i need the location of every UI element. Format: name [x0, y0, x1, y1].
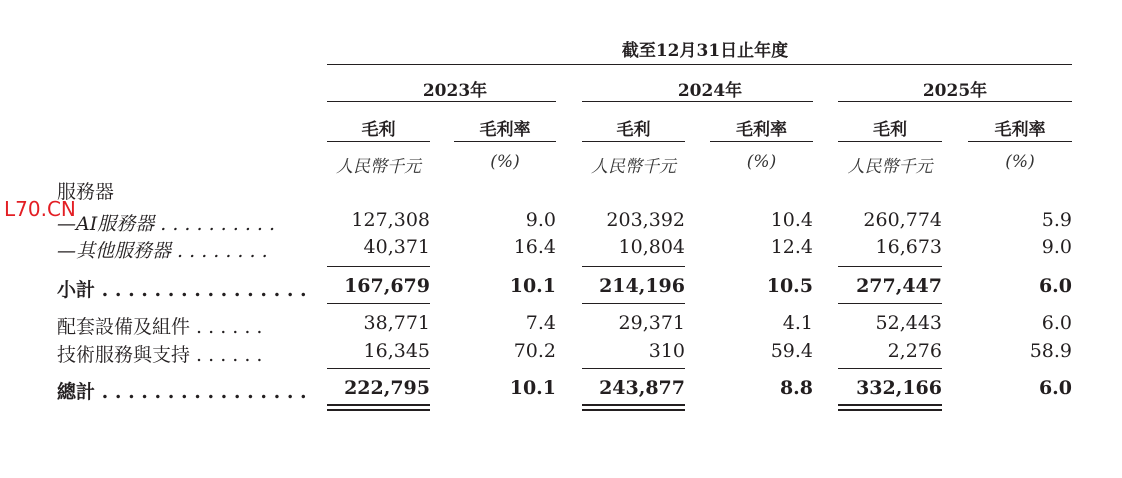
total-double-rule — [582, 409, 685, 411]
watermark-text: L70.CN — [4, 197, 76, 221]
period-rule — [327, 64, 1072, 65]
row-label-other-servers: —其他服務器 . . . . . . . . — [57, 240, 268, 262]
cell-subtotal-gm-2025: 6.0 — [1038, 275, 1072, 297]
cell-other-gp-2023: 40,371 — [363, 236, 430, 258]
subtotal-rule — [327, 266, 430, 267]
sub-rule — [968, 141, 1072, 142]
cell-total-gp-2025: 332,166 — [856, 377, 942, 399]
unit-pct-2025: (%) — [1005, 152, 1035, 172]
sub-rule — [582, 141, 685, 142]
unit-pct-2024: (%) — [746, 152, 777, 172]
unit-rmb-2025: 人民幣千元 — [847, 157, 933, 177]
cell-subtotal-gp-2024: 214,196 — [599, 275, 685, 297]
cell-ai-gp-2025: 260,774 — [863, 209, 942, 231]
cell-ai-gp-2024: 203,392 — [606, 209, 685, 231]
cell-total-gp-2023: 222,795 — [344, 377, 430, 399]
sub-rule — [454, 141, 556, 142]
year-2025-rule — [838, 101, 1072, 102]
row-label-total: 總計 . . . . . . . . . . . . . . . . — [57, 381, 307, 403]
sub-rule — [327, 141, 430, 142]
total-double-rule — [838, 409, 942, 411]
cell-ai-gm-2025: 5.9 — [1041, 209, 1072, 231]
sub-rule — [838, 141, 942, 142]
cell-equip-gp-2024: 29,371 — [618, 312, 685, 334]
total-double-rule — [582, 404, 685, 406]
period-header: 截至12月31日止年度 — [621, 41, 789, 61]
year-2024-rule — [582, 101, 813, 102]
row-label-servers: 服務器 — [57, 181, 115, 203]
row-label-equipment: 配套設備及組件 . . . . . . — [57, 316, 263, 338]
subtotal-under-rule — [327, 303, 430, 304]
cell-ai-gm-2024: 10.4 — [770, 209, 813, 231]
cell-equip-gp-2025: 52,443 — [875, 312, 942, 334]
subtotal-rule — [582, 266, 685, 267]
cell-total-gm-2023: 10.1 — [509, 377, 556, 399]
col-gross-margin-2024: 毛利率 — [736, 120, 787, 140]
col-gross-profit-2024: 毛利 — [616, 120, 651, 140]
cell-svc-gm-2024: 59.4 — [770, 340, 813, 362]
year-2023-rule — [327, 101, 556, 102]
unit-rmb-2024: 人民幣千元 — [591, 157, 676, 177]
subtotal-under-rule — [838, 303, 942, 304]
sub-rule — [710, 141, 813, 142]
total-double-rule — [327, 404, 430, 406]
cell-total-gp-2024: 243,877 — [599, 377, 685, 399]
cell-svc-gp-2023: 16,345 — [363, 340, 430, 362]
cell-subtotal-gm-2023: 10.1 — [509, 275, 556, 297]
cell-equip-gm-2024: 4.1 — [782, 312, 813, 334]
col-gross-margin-2023: 毛利率 — [479, 120, 531, 140]
cell-total-gm-2025: 6.0 — [1038, 377, 1072, 399]
year-2023-header: 2023年 — [422, 81, 488, 101]
total-top-rule — [327, 368, 430, 369]
col-gross-margin-2025: 毛利率 — [994, 120, 1046, 140]
cell-subtotal-gm-2024: 10.5 — [766, 275, 813, 297]
cell-other-gm-2023: 16.4 — [513, 236, 556, 258]
cell-other-gm-2025: 9.0 — [1041, 236, 1072, 258]
total-double-rule — [327, 409, 430, 411]
cell-total-gm-2024: 8.8 — [779, 377, 813, 399]
cell-other-gp-2024: 10,804 — [618, 236, 685, 258]
year-2025-header: 2025年 — [922, 81, 988, 101]
cell-other-gm-2024: 12.4 — [770, 236, 813, 258]
cell-other-gp-2025: 16,673 — [875, 236, 942, 258]
year-2024-header: 2024年 — [677, 81, 743, 101]
total-top-rule — [838, 368, 942, 369]
cell-ai-gp-2023: 127,308 — [351, 209, 430, 231]
total-double-rule — [838, 404, 942, 406]
cell-equip-gm-2025: 6.0 — [1041, 312, 1072, 334]
subtotal-rule — [838, 266, 942, 267]
row-label-services: 技術服務與支持 . . . . . . — [57, 344, 263, 366]
cell-svc-gm-2025: 58.9 — [1029, 340, 1072, 362]
unit-pct-2023: (%) — [490, 152, 520, 172]
row-label-subtotal: 小計 . . . . . . . . . . . . . . . . — [57, 279, 307, 301]
cell-equip-gp-2023: 38,771 — [363, 312, 430, 334]
subtotal-under-rule — [582, 303, 685, 304]
col-gross-profit-2025: 毛利 — [873, 120, 907, 140]
total-top-rule — [582, 368, 685, 369]
cell-ai-gm-2023: 9.0 — [525, 209, 556, 231]
cell-svc-gp-2025: 2,276 — [887, 340, 942, 362]
cell-subtotal-gp-2023: 167,679 — [344, 275, 430, 297]
unit-rmb-2023: 人民幣千元 — [336, 157, 421, 177]
cell-svc-gp-2024: 310 — [648, 340, 685, 362]
cell-svc-gm-2023: 70.2 — [513, 340, 556, 362]
cell-subtotal-gp-2025: 277,447 — [856, 275, 942, 297]
col-gross-profit-2023: 毛利 — [361, 120, 396, 140]
row-label-ai-servers: —AI服務器 . . . . . . . . . . — [57, 213, 276, 235]
cell-equip-gm-2023: 7.4 — [525, 312, 556, 334]
